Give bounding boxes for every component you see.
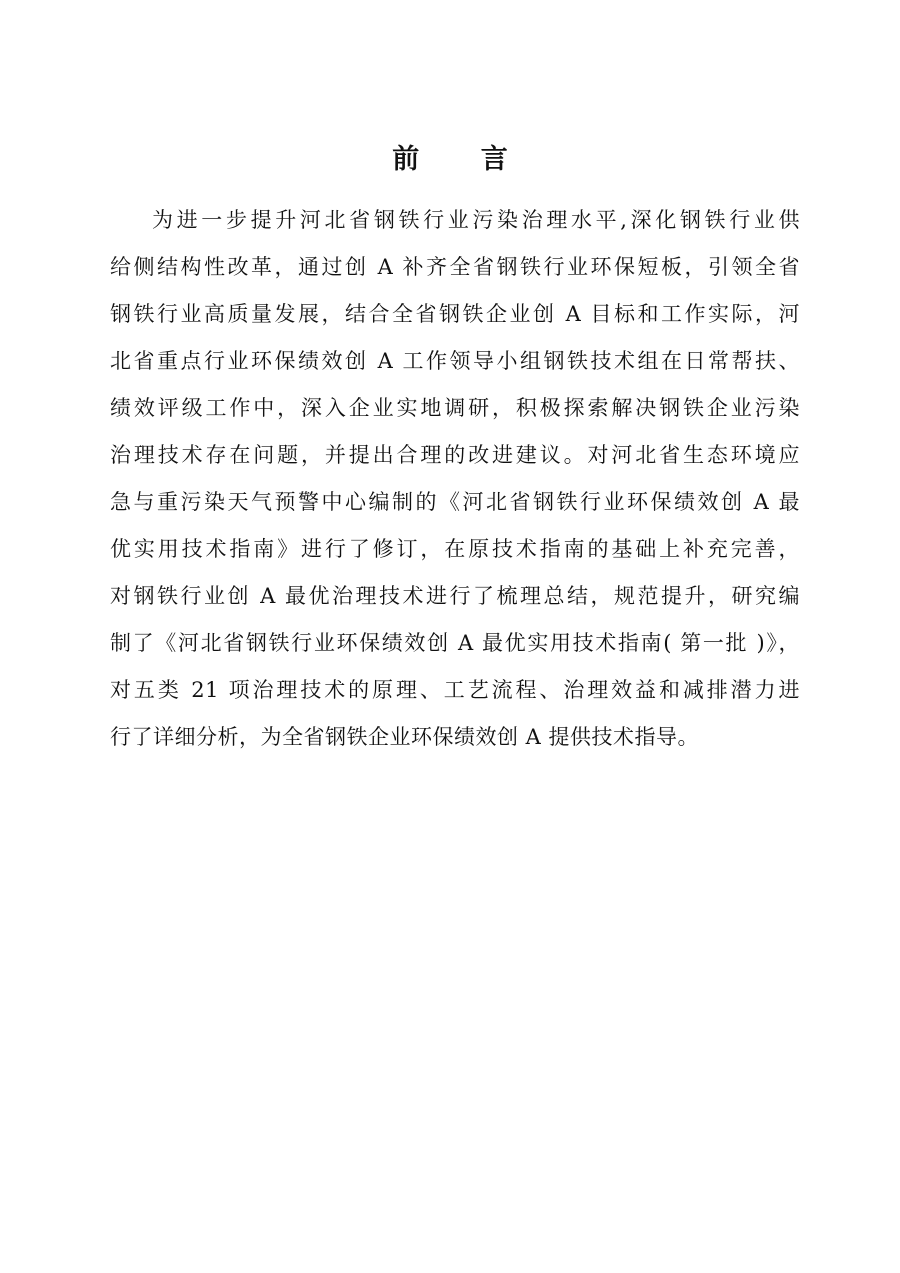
preface-paragraph bbox=[110, 197, 800, 761]
paragraph-line: 对五类 21 项治理技术的原理、工艺流程、治理效益和减排潜力进 bbox=[110, 678, 800, 702]
paragraph-line: 给侧结构性改革，通过创 A 补齐全省钢铁行业环保短板，引领全省 bbox=[110, 255, 800, 279]
paragraph-line: 优实用技术指南》进行了修订，在原技术指南的基础上补充完善， bbox=[110, 537, 800, 561]
paragraph-line: 治理技术存在问题，并提出合理的改进建议。对河北省生态环境应 bbox=[110, 443, 800, 467]
paragraph-line: 北省重点行业环保绩效创 A 工作领导小组钢铁技术组在日常帮扶、 bbox=[110, 349, 800, 373]
paragraph-line: 行了详细分析，为全省钢铁企业环保绩效创 A 提供技术指导。 bbox=[110, 725, 700, 749]
paragraph-line: 为进一步提升河北省钢铁行业污染治理水平,深化钢铁行业供 bbox=[152, 208, 800, 232]
paragraph-line: 对钢铁行业创 A 最优治理技术进行了梳理总结，规范提升，研究编 bbox=[110, 584, 800, 608]
paragraph-line: 绩效评级工作中，深入企业实地调研，积极探索解决钢铁企业污染 bbox=[110, 396, 800, 420]
page-title: 前 言 bbox=[392, 144, 534, 175]
paragraph-line: 制了《河北省钢铁行业环保绩效创 A 最优实用技术指南( 第一批 )》， bbox=[110, 631, 800, 655]
paragraph-line: 钢铁行业高质量发展，结合全省钢铁企业创 A 目标和工作实际，河 bbox=[110, 302, 800, 326]
paragraph-line: 急与重污染天气预警中心编制的《河北省钢铁行业环保绩效创 A 最 bbox=[110, 490, 800, 514]
